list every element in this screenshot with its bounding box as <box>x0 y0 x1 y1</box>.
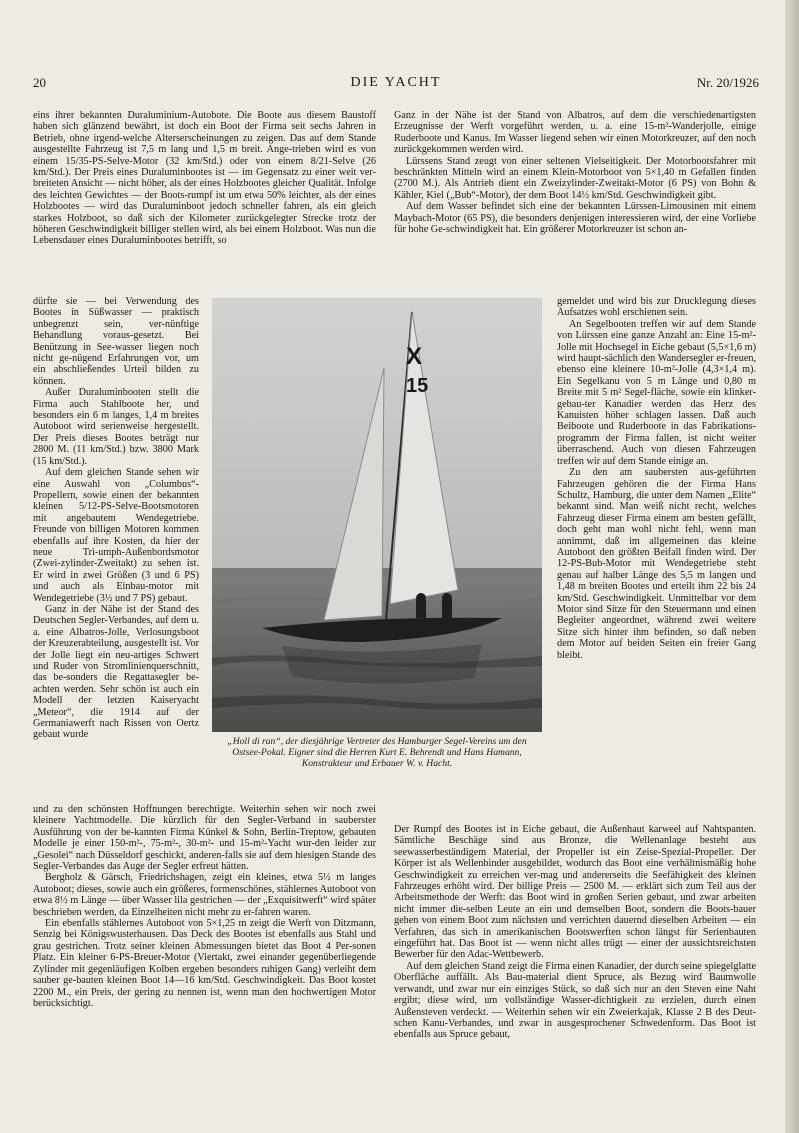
paragraph: Auf dem gleichen Stand zeigt die Firma einen Kanadier, der durch seine spiegelglatte Oberfläche auffällt. Als Bau-material dient Spruce, als Bezug wird Baumwolle verwandt, und zwar nur ein einziges Stück, so daß sich nur an den Steven eine Naht ergibt; diese wird, um vollständige Wasser-dichtigkeit zu erzielen, durch einen Außensteven verdeckt. — Weiterhin sehen wir ein Zweierkajak, Klasse 2 B des Deut-schen Kanu-Verbandes, und zwar in ausgesprochener Schwedenform. Das Boot ist ebenfalls aus Spruce gebaut, <box>394 960 756 1041</box>
left-column-top <box>33 110 376 296</box>
paragraph: Ganz in der Nähe ist der Stand von Albatros, auf dem die verschiedenartigsten Erzeugnisse der Werft vorgeführt werden, u. a. eine 15-m²-Wanderjolle, einige Ruderboote und Kanus. Im Wasser liegend sehen wir einen Motorkreuzer, auf den noch zurückgekommen werden wird. <box>394 110 756 156</box>
issue-number: Nr. 20/1926 <box>696 75 759 90</box>
page-header <box>33 75 759 95</box>
paragraph: Zu den am saubersten aus-geführten Fahrzeugen gehören die der Firma Hans Schultz, Hamburg, die unter dem Namen „Elite“ bekannt sind. Man weiß nicht recht, welches Fahrzeug dieser Firma einem am besten gefällt, doch geht man wohl nicht fehl, wenn man annimmt, daß im allgemeinen das kleine Autoboot den größten Beifall finden wird. Der 12-PS-Bub-Motor mit Wendegetriebe steht genau auf halber Länge des 5,5 m langen und 1,48 m breiten Bootes und erteilt ihm 22 bis 24 km/Std. Geschwindigkeit. Unmittelbar vor dem Motor sind Sitze für den Steuermann und einen Begleiter angeordnet, während zwei weitere Sitze sich hinter ihm befinden, so daß neben dem Motor auf beiden Seiten ein freier Gang bleibt. <box>557 467 756 661</box>
right-column-top <box>394 110 756 296</box>
paragraph: Ein ebenfalls stählernes Autoboot von 5×1,25 m zeigt die Werft von Ditzmann, Senzig bei Königswusterhausen. Das Deck des Bootes ist ebenfalls aus Stahl und grau gestrichen. Trotz seiner kleinen Abmessungen bietet das Boot 4 Per-sonen Platz. Ein kleiner 6-PS-Breuer-Motor (Viertakt, zwei einander gegenüberliegende Zylinder mit gegenläufigen Kolben ergeben besonders ruhigen Gang) verleiht dem sauber ge-bauten kleinen Boot 14—16 km/Std. Geschwindigkeit. Das Boot kostet 2200 M., ein Preis, der gering zu nennen ist, wenn man den hochwertigen Motor berücksichtigt. <box>33 918 376 1009</box>
paragraph: Bergholz & Gärsch, Friedrichshagen, zeigt ein kleines, etwa 5½ m langes Autoboot; dieses, sowie auch ein größeres, formenschönes, stählernes Autoboot von etwa 8½ m Länge — über Wasser lila gestrichen — der „Exquisitwerft“ wird später beschrieben werden, da Einzelheiten nicht mehr zu er-fahren waren. <box>33 872 376 918</box>
magazine-title: DIE YACHT <box>350 75 442 90</box>
paragraph: Auf dem Wasser befindet sich eine der bekannten Lürssen-Limousinen mit einem Maybach-Motor (65 PS), die besonders denjenigen interessieren wird, der eine Vorliebe für hohe Ge-schwindigkeit hat. Ein größerer Motorkreuzer ist schon an- <box>394 201 756 236</box>
paragraph: dürfte sie — bei Verwendung des Bootes in Süßwasser — praktisch unbegrenzt sein, ver-nünftige Behandlung voraus-gesetzt. Bei Benützung in See-wasser liegen noch nicht ge-nügend Erfahrungen vor, um ein abschließendes Urteil bilden zu können. <box>33 296 199 387</box>
paragraph: Ganz in der Nähe ist der Stand des Deutschen Segler-Verbandes, auf dem u. a. eine Albatros-Jolle, Verlosungsboot der Kreuzerabteilung, ausgestellt ist. Vor der Jolle liegt ein neu-artiges Schwert und Ruder von Stromlinienquerschnitt, das be-sonders die Regattasegler be-achten werden. Sehr schön ist auch ein Modell der letzten Kaiseryacht „Meteor“, die 1914 auf der Germaniawerft nach Rissen von Oertz gebaut wurde <box>33 603 199 741</box>
paragraph: und zu den schönsten Hoffnungen berechtigte. Weiterhin sehen wir noch zwei kleinere Yachtmodelle. Die kürzlich für den Segler-Verband in sauberster Ausführung von der be-kannten Firma Künkel & Sohn, Berlin-Treptow, gebauten Modelle je einer 150-m²-, 75-m²-, 30-m²- und 15-m²-Yacht wur-den leider zur „Gesolei“ nach Düsseldorf geschickt, anderen-falls sie auf dem hiesigen Stande des Segler-Verbandes das Auge der Segler erfreut hätten. <box>33 804 376 873</box>
paragraph: An Segelbooten treffen wir auf dem Stande von Lürssen eine ganze Anzahl an: Eine 15-m²-Jolle mit Hochsegel in Eiche gebaut (5,5×1,6 m) wird haupt-sächlich den Wandersegler er-freuen, ebenso eine kleinere 10-m²-Jolle (4,3×1,4 m). Ein Segelkanu von 5 m Länge und 0,80 m Breite mit 5 m² Segel-fläche, sowie ein klinker-gebau-ter Kanadier werden das Herz des Kanuisten höher schlagen lassen. Daß auch Beiboote und Ruderboote in das Fabrikations-programm der Firma fallen, ist nicht weiter überraschend. Auch von diesen Fahrzeugen treffen wir auf dem Stande einige an. <box>557 318 756 467</box>
right-column-bottom <box>394 824 756 1094</box>
sail-letter: X <box>406 343 423 370</box>
paragraph: Der Rumpf des Bootes ist in Eiche gebaut, die Außenhaut karweel auf Nahtspanten. Sämtliche Beschäge sind aus Bronze, die Wellenanlage besteht aus seewasserbeständigem Material, der Propeller ist ein Zeise-Spezial-Propeller. Der Körper ist als Wellenbinder ausgebildet, wodurch das Boot eine verhältnismäßig hohe Geschwindigkeit zu erreichen ver-mag und andererseits die Seefähigkeit des kleinen Fahrzeuges erhöht wird. Der billige Preis — 2500 M. — erklärt sich zum Teil aus der Arbeitsmethode der Werft: das Boot wird in großen Serien gebaut, und zwar arbeiten nicht immer die-selben Leute an ein und demselben Boot, sondern die Boots-bauer gehen von einem Boot zum nächsten und verrichten dauernd dieselben Arbeiten — ein Verfahren, das sich in amerikanischen Bootswerften schon längst für Serienbauten eingeführt hat. Das Boot ist — wenn nicht alles trügt — einer der aussichtsreichsten Bewerber für den Adac-Wettbewerb. <box>394 824 756 961</box>
sail-number: 15 <box>406 375 429 397</box>
left-column-bottom <box>33 804 376 1094</box>
paragraph: Außer Duraluminbooten stellt die Firma auch Stahlboote her, und besonders ein 6 m langes, 1,4 m breites Autoboot wird serienweise hergestellt. Der Preis dieses Bootes beträgt nur 2800 M. (11 km/Std.) bzw. 3800 Mark (15 km/Std.). <box>33 387 199 467</box>
paragraph: eins ihrer bekannten Duraluminium-Autobote. Die Boote aus diesem Baustoff haben sich glänzend bewährt, ist doch ein Boot der Firma seit sechs Jahren in Betrieb, ohne irgend-welche Alterserscheinungen zu zeigen. Das auf dem Stande ausgestellte Fahrzeug ist 7,5 m lang und 1,5 m breit. Ange-trieben wird es von einem 15/35-PS-Selve-Motor (32 km/Std.) oder von einem 8/21-Selve (26 km/Std.). Der Preis eines Duraluminbootes ist — im Gegensatz zu einer weit ver-breiteten Ansicht — nicht höher, als der eines Holzbootes gleicher Qualität. Infolge des leichten Gewichtes — der Boots-rumpf ist um etwa 50% leichter, als der eines Holzbootes — wird das Duraluminboot jedoch schneller fahren, als ein gleich starkes Holzboot, so daß sich der Kilometer zurückgelegter Strecke trotz der höheren Geschwindigkeit billiger stellen wird, als bei einem Holzboot. Was nun die Lebensdauer eines Duraluminbootes betrifft, so <box>33 110 376 247</box>
paragraph: Auf dem gleichen Stande sehen wir eine Auswahl von „Columbus“-Propellern, sowie einen der bekannten kleinen 5/12-PS-Selve-Bootsmotoren mit angebautem Wendegetriebe. Freunde von billigen Motoren kommen ebenfalls auf ihre Kosten, da hier der neue Tri-umph-Außenbordsmotor (Zwei-zylinder-Zweitakt) zu sehen ist. Er wird in zwei Größen (3 und 6 PS) und auch als Einbau-motor mit Wendegetriebe (3½ und 7 PS) gebaut. <box>33 467 199 604</box>
left-column-narrow <box>33 296 199 802</box>
photo-caption: „Holl di ran“, der diesjährige Vertreter des Hamburger Segel-Vereins um den Ostsee-Pokal. Eigner sind die Herren Kurt E. Behrendt und Hans Hamann, Konstrukteur und Erbauer W. v. Hacht. <box>227 736 527 770</box>
right-column-narrow <box>557 296 756 804</box>
paragraph: gemeldet und wird bis zur Drucklegung dieses Aufsatzes wohl erschienen sein. <box>557 296 756 319</box>
paragraph: Lürssens Stand zeugt von einer seltenen Vielseitigkeit. Der Motorbootsfahrer mit beschränkten Mitteln wird an einem Klein-Motorboot von 5×1,40 m Gefallen finden (2700 M.). Als Antrieb dient ein Zweizylinder-Zweitakt-Motor (6 PS) von Bohn & Kähler, Kiel („Bub“-Motor), der dem Boot 14½ km/Std. Geschwindigkeit gibt. <box>394 155 756 201</box>
sailboat-photo <box>212 298 542 732</box>
page-number: 20 <box>33 75 46 90</box>
page-edge <box>785 0 799 1133</box>
